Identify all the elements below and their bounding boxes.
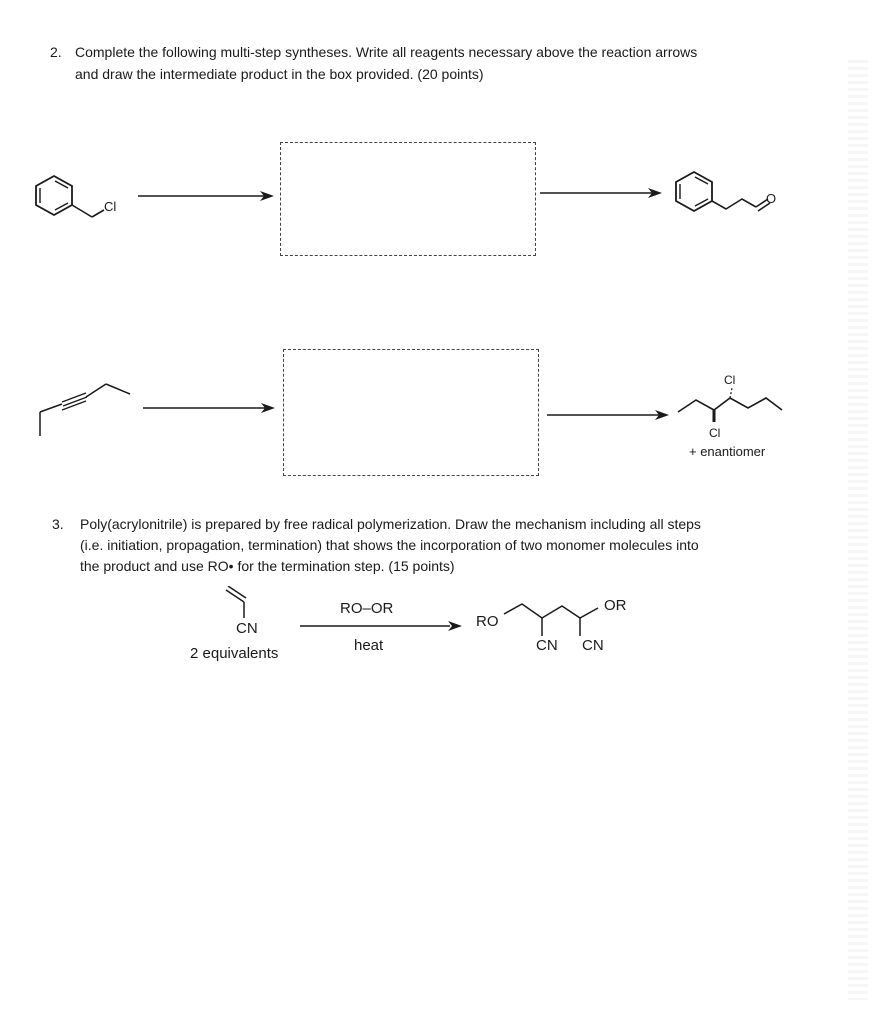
monomer-cn-label: CN — [236, 620, 258, 637]
reaction-1-arrow-2 — [540, 183, 665, 203]
scan-edge-artifact — [848, 60, 868, 1000]
reaction-1-start-chlorine: Cl — [104, 199, 117, 214]
product-structure — [500, 598, 610, 640]
question-2-number: 2. — [50, 44, 62, 60]
reaction-1-start-molecule — [30, 172, 130, 222]
reaction-2-product-chlorine-bottom: Cl — [709, 426, 721, 440]
reaction-1-product-molecule — [670, 168, 780, 216]
question-3-line-3: the product and use RO• for the termination step. (15 points) — [80, 558, 455, 574]
reaction-2-intermediate-box[interactable] — [283, 349, 539, 476]
question-3-line-1: Poly(acrylonitrile) is prepared by free radical polymerization. Draw the mechanism including all steps — [80, 516, 701, 532]
question-2-line-2: and draw the intermediate product in the box provided. (20 points) — [75, 66, 484, 82]
monomer-structure — [224, 586, 264, 622]
reaction-1-product-oxygen: O — [766, 191, 777, 206]
reaction-2-product-molecule — [676, 386, 786, 426]
question-3 — [52, 514, 812, 580]
reaction-2-arrow-1 — [143, 398, 278, 418]
polymerization-arrow — [300, 616, 465, 636]
question-3-number: 3. — [52, 516, 64, 532]
product-cn-2: CN — [582, 637, 604, 654]
reaction-2-product-chlorine-top: Cl — [724, 373, 736, 387]
reaction-condition-heat: heat — [354, 637, 384, 654]
product-ro-group: RO — [476, 613, 499, 630]
product-or-group: OR — [604, 597, 627, 614]
reagent-peroxide: RO–OR — [340, 600, 394, 617]
question-2 — [50, 42, 810, 86]
reaction-2-start-molecule — [34, 378, 134, 440]
reaction-2-product-note: + enantiomer — [689, 444, 766, 459]
question-2-line-1: Complete the following multi-step syntheses. Write all reagents necessary above the reaction arrows — [75, 44, 698, 60]
reaction-1-intermediate-box[interactable] — [280, 142, 536, 256]
reaction-1-arrow-1 — [138, 186, 278, 206]
reaction-2-arrow-2 — [547, 405, 672, 425]
question-3-line-2: (i.e. initiation, propagation, termination) that shows the incorporation of two monomer molecules into — [80, 537, 699, 553]
monomer-equivalents: 2 equivalents — [190, 645, 279, 662]
product-cn-1: CN — [536, 637, 558, 654]
